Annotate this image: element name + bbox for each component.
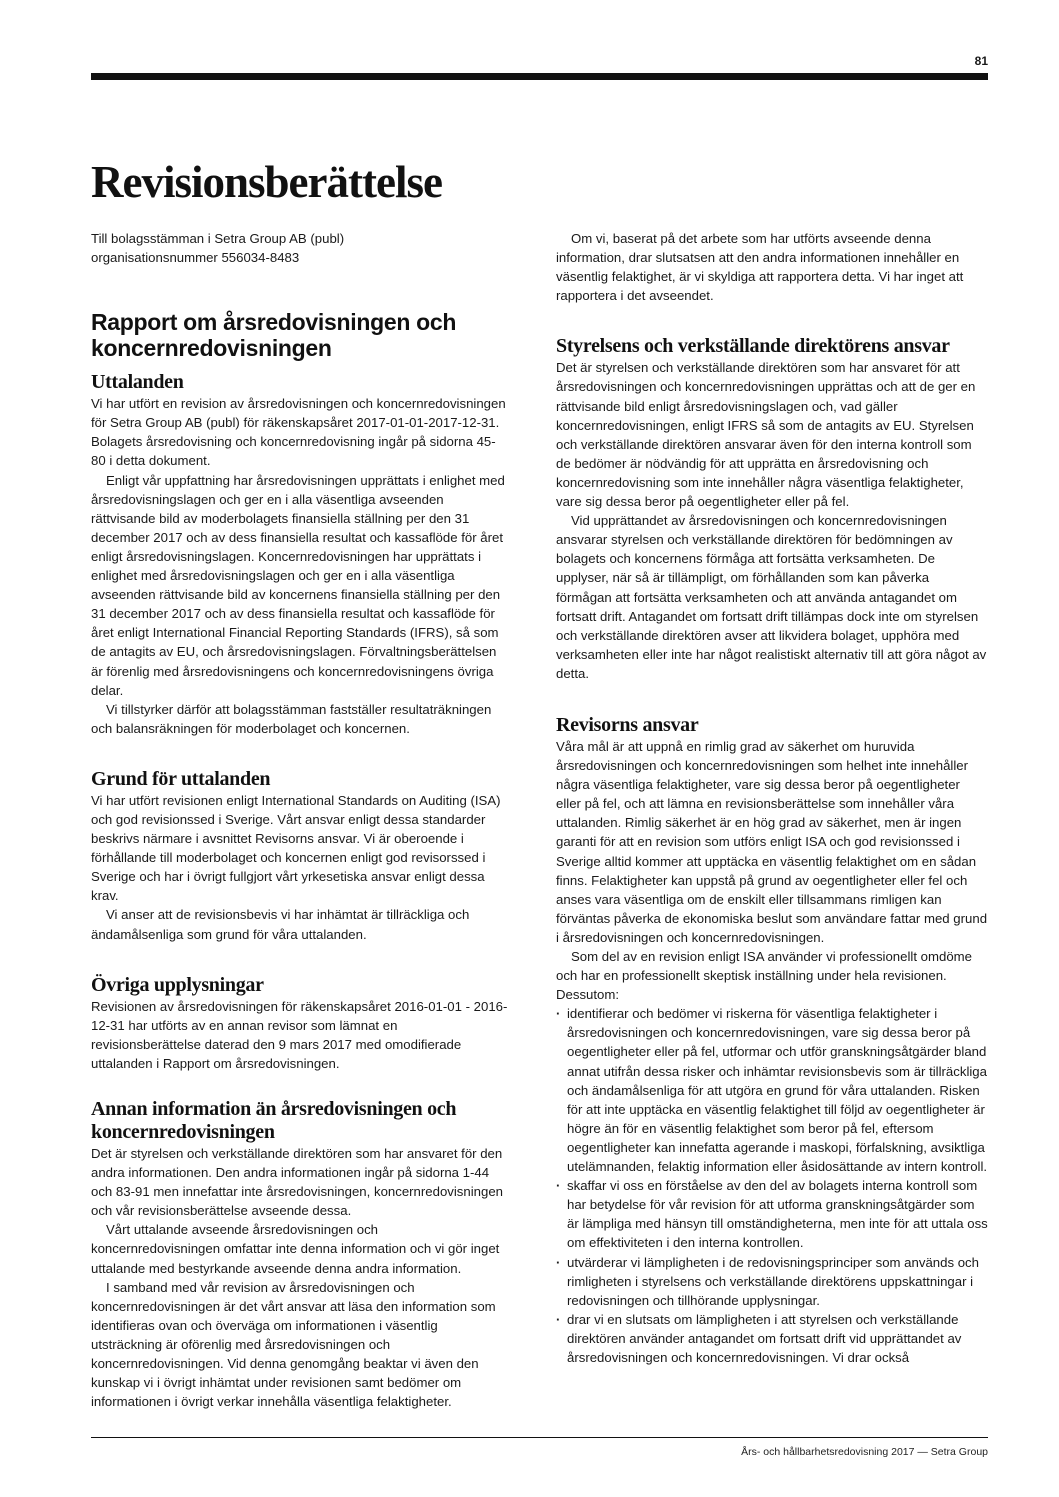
left-column: [91, 229, 509, 1411]
org-number-line: organisationsnummer 556034-8483: [91, 250, 300, 266]
bottom-rule: [91, 1437, 988, 1438]
list-item: · skaffar vi oss en förståelse av den del av bolagets interna kontroll som har betydelse för vår revision för att utforma granskningsåtgärder som är lämpliga med hänsyn till omständigheterna, men inte för att uttala oss om effektiviteten i den interna kontrollen.: [556, 1176, 988, 1252]
uttalanden-paragraph: Vi tillstyrker därför att bolagsstämman fastställer resultaträkningen och balansräkningen för moderbolaget och koncernen.: [91, 701, 492, 736]
ovriga-heading: Övriga upplysningar: [91, 973, 264, 996]
continuation-paragraph: Om vi, baserat på det arbete som har utförts avseende denna information, drar slutsatsen att den andra informationen innehåller en väsentlig felaktighet, är vi skyldiga att rapportera detta. Vi har inget att rapportera i det avseendet.: [556, 231, 964, 304]
top-rule: [91, 73, 988, 80]
list-item: · drar vi en slutsats om lämpligheten i att styrelsen och verkställande direktören använder antagandet om fortsatt drift vid upprättandet av årsredovisningen och koncernredovisningen. Vi drar också: [556, 1310, 988, 1367]
uttalanden-paragraph: Enligt vår uppfattning har årsredovisningen upprättats i enlighet med årsredovisningslagen och ger en i alla väsentliga avseenden rättvisande bild av moderbolagets finansiella ställning per den 31 december 2017 och av dess finansiella resultat och kassaflöde för året enligt årsredovisningslagen. Koncernredovisningen har upprättats i enlighet med årsredovisningslagen och ger en i alla väsentliga avseenden rättvisande bild av koncernens finansiella ställning per den 31 december 2017 och av dess finansiella resultat och kassaflöde för året enligt International Financial Reporting Standards (IFRS), så som de antagits av EU, och årsredovisningslagen. Förvaltningsberättelsen är förenlig med årsredovisningens och koncernredovisningens övriga delar.: [91, 472, 505, 698]
annan-paragraph: Det är styrelsen och verkställande direktören som har ansvaret för den andra informationen. Den andra informationen ingår på sidorna 1-44 och 83-91 men innefattar inte årsredovisningen, koncernredovisningen och vår revisionsberättelse avseende dessa.: [91, 1146, 503, 1219]
report-heading: Rapport om årsredovisningen och koncernredovisningen: [91, 309, 457, 362]
footer-text: Års- och hållbarhetsredovisning 2017 — Setra Group: [741, 1446, 988, 1458]
annan-information-heading: Annan information än årsredovisningen och koncernredovisningen: [91, 1098, 457, 1143]
addressee-line: Till bolagsstämman i Setra Group AB (publ): [91, 231, 345, 246]
grund-paragraph: Vi anser att de revisionsbevis vi har inhämtat är tillräckliga och ändamålsenliga som grund för våra uttalanden.: [91, 907, 470, 942]
grund-heading: Grund för uttalanden: [91, 767, 271, 790]
uttalanden-paragraph: Vi har utfört en revision av årsredovisningen och koncernredovisningen för Setra Group AB (publ) för räkenskapsåret 2017-01-01-2017-12-31. Bolagets årsredovisning och koncernredovisning ingår på sidorna 45-80 i detta dokument.: [91, 396, 506, 469]
grund-paragraph: Vi har utfört revisionen enligt International Standards on Auditing (ISA) och god revisionssed i Sverige. Vårt ansvar enligt dessa standarder beskrivs närmare i avsnittet Revisorns ansvar. Vi är oberoende i förhållande till moderbolaget och koncernen enligt god revisorssed i Sverige och har i övrigt fullgjort vårt yrkesetiska ansvar enligt dessa krav.: [91, 792, 501, 904]
annan-paragraph: I samband med vår revision av årsredovisningen och koncernredovisningen är det vårt ansvar att läsa den information som identifieras ovan och överväga om informationen i väsentlig utsträckning är oförenlig med årsredovisningen och koncernredovisningen. Vid denna genomgång beaktar vi även den kunskap vi i övrigt inhämtat under revisionen samt bedömer om informationen i övrigt verkar innehålla väsentliga felaktigheter.: [91, 1279, 496, 1410]
ovriga-paragraph: Revisionen av årsredovisningen för räkenskapsåret 2016-01-01 - 2016-12-31 har utförts av en annan revisor som lämnat en revisionsberättelse daterad den 9 mars 2017 med omodifierade uttalanden i Rapport om årsredovisningen.: [91, 998, 508, 1071]
list-item: · identifierar och bedömer vi riskerna för väsentliga felaktigheter i årsredovisningen och koncernredovisningen, vare sig dessa beror på oegentligheter eller på fel, utformar och utför granskningsåtgärder bland annat utifrån dessa risker och inhämtar revisionsbevis som är tillräckliga och ändamålsenliga för att utgöra en grund för våra uttalanden. Risken för att inte upptäcka en väsentlig felaktighet till följd av oegentligheter är högre än för en väsentlig felaktighet som beror på fel, eftersom oegentligheter kan innefatta agerande i maskopi, förfalskning, avsiktliga utelämnanden, felaktig information eller åsidosättande av intern kontroll.: [556, 1004, 988, 1176]
list-item: · utvärderar vi lämpligheten i de redovisningsprinciper som används och rimligheten i styrelsens och verkställande direktörens uppskattningar i redovisningen och tillhörande upplysningar.: [556, 1253, 988, 1310]
revisorns-ansvar-heading: Revisorns ansvar: [556, 713, 699, 736]
styrelsens-ansvar-heading: Styrelsens och verkställande direktörens ansvar: [556, 335, 950, 358]
revisorns-paragraph: Som del av en revision enligt ISA använder vi professionellt omdöme och har en professionellt skeptisk inställning under hela revisionen. Dessutom:: [556, 949, 972, 1003]
annan-paragraph: Vårt uttalande avseende årsredovisningen och koncernredovisningen omfattar inte denna information och vi gör inget uttalande med bestyrkande avseende denna andra information.: [91, 1222, 500, 1276]
page-number: 81: [974, 54, 988, 68]
revisorns-bullet-list: [556, 1004, 988, 1367]
right-column: [556, 229, 988, 1367]
page-title: Revisionsberättelse: [91, 157, 442, 207]
styrelsens-paragraph: Vid upprättandet av årsredovisningen och koncernredovisningen ansvarar styrelsen och verkställande direktören för bedömningen av bolagets och koncernens förmåga att fortsätta verksamheten. De upplyser, när så är tillämpligt, om förhållanden som kan påverka förmågan att fortsätta verksamheten och att använda antagandet om fortsatt drift. Antagandet om fortsatt drift tillämpas dock inte om styrelsen och verkställande direktören avser att likvidera bolaget, upphöra med verksamheten eller inte har något realistiskt alternativ till att göra något av detta.: [556, 513, 987, 681]
styrelsens-paragraph: Det är styrelsen och verkställande direktören som har ansvaret för att årsredovisningen och koncernredovisningen upprättas och att de ger en rättvisande bild enligt årsredovisningslagen och, vad gäller koncernredovisningen, enligt IFRS så som de antagits av EU. Styrelsen och verkställande direktören ansvarar även för den interna kontroll som de bedömer är nödvändig för att upprätta en årsredovisning och koncernredovisning som inte innehåller några väsentliga felaktigheter, vare sig dessa beror på oegentligheter eller på fel.: [556, 360, 976, 510]
revisorns-paragraph: Våra mål är att uppnå en rimlig grad av säkerhet om huruvida årsredovisningen och koncernredovisningen som helhet inte innehåller några väsentliga felaktigheter, vare sig dessa beror på oegentligheter eller på fel, och att lämna en revisionsberättelse som innehåller våra uttalanden. Rimlig säkerhet är en hög grad av säkerhet, men är ingen garanti för att en revision som utförs enligt ISA och god revisionssed i Sverige alltid kommer att upptäcka en väsentlig felaktighet om en sådan finns. Felaktigheter kan uppstå på grund av oegentligheter eller fel och anses vara väsentliga om de enskilt eller tillsammans rimligen kan förväntas påverka de ekonomiska beslut som användare fattar med grund i årsredovisningen och koncernredovisningen.: [556, 738, 988, 945]
uttalanden-heading: Uttalanden: [91, 371, 184, 394]
